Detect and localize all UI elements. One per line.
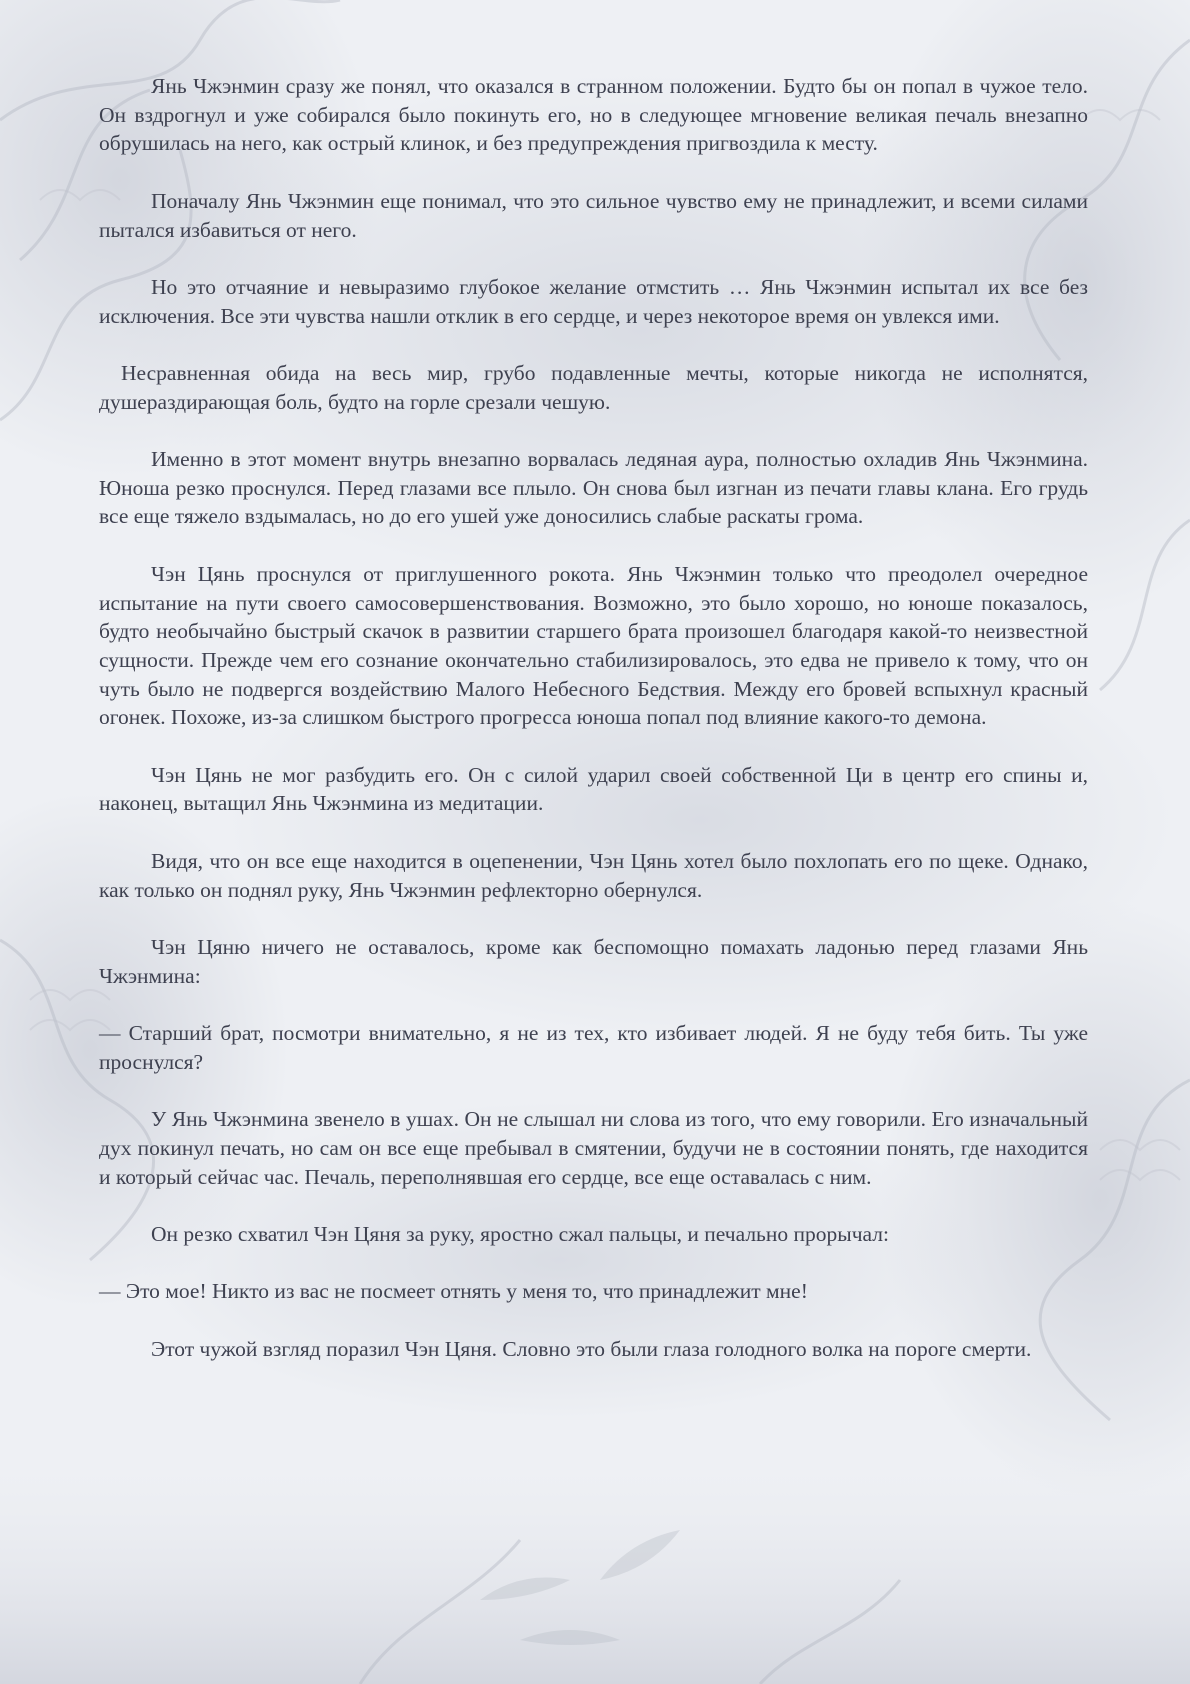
- paragraph-4: Несравненная обида на весь мир, грубо подавленные мечты, которые никогда не исполнятся, душераздирающая боль, будто на горле срезали чешую.: [99, 360, 1088, 414]
- paragraph-9: Чэн Цяню ничего не оставалось, кроме как беспомощно помахать ладонью перед глазами Янь Чжэнмина:: [99, 934, 1088, 988]
- paragraph-6: Чэн Цянь проснулся от приглушенного рокота. Янь Чжэнмин только что преодолел очередное испытание на пути своего самосовершенствования. Возможно, это было хорошо, но юноше показалось, будто необычайно быстрый скачок в развитии старшего брата произошел благодаря какой-то неизвестной сущности. Прежде чем его сознание окончательно стабилизировалось, это едва не привело к тому, что он чуть было не подвергся воздействию Малого Небесного Бедствия. Между его бровей вспыхнул красный огонек. Похоже, из-за слишком быстрого прогресса юноша попал под влияние какого-то демона.: [99, 561, 1088, 730]
- paragraph-1: Янь Чжэнмин сразу же понял, что оказался в странном положении. Будто бы он попал в чужое тело. Он вздрогнул и уже собирался было покинуть его, но в следующее мгновение великая печаль внезапно обрушилась на него, как острый клинок, и без предупреждения пригвоздила к месту.: [99, 74, 1088, 156]
- paragraph-7: Чэн Цянь не мог разбудить его. Он с силой ударил своей собственной Ци в центр его спины и, наконец, вытащил Янь Чжэнмина из медитации.: [99, 762, 1088, 816]
- dialogue-line-2: — Это мое! Никто из вас не посмеет отнять у меня то, что принадлежит мне!: [99, 1279, 808, 1304]
- paragraph-14: Этот чужой взгляд поразил Чэн Цяня. Словно это были глаза голодного волка на пороге смерти.: [151, 1336, 1032, 1361]
- paragraph-2: Поначалу Янь Чжэнмин еще понимал, что это сильное чувство ему не принадлежит, и всеми силами пытался избавиться от него.: [99, 188, 1088, 242]
- paragraph-5: Именно в этот момент внутрь внезапно ворвалась ледяная аура, полностью охладив Янь Чжэнмина. Юноша резко проснулся. Перед глазами все плыло. Он снова был изгнан из печати главы клана. Его грудь все еще тяжело вздымалась, но до его ушей уже доносились слабые раскаты грома.: [99, 447, 1088, 529]
- paragraph-12: Он резко схватил Чэн Цяня за руку, яростно сжал пальцы, и печально прорычал:: [151, 1221, 889, 1246]
- paragraph-8: Видя, что он все еще находится в оцепенении, Чэн Цянь хотел было похлопать его по щеке. Однако, как только он поднял руку, Янь Чжэнмин рефлекторно обернулся.: [99, 848, 1088, 902]
- paragraph-3: Но это отчаяние и невыразимо глубокое желание отмстить … Янь Чжэнмин испытал их все без исключения. Все эти чувства нашли отклик в его сердце, и через некоторое время он увлекся ими.: [99, 274, 1088, 328]
- paragraph-11: У Янь Чжэнмина звенело в ушах. Он не слышал ни слова из того, что ему говорили. Его изначальный дух покинул печать, но сам он все еще пребывал в смятении, будучи не в состоянии понять, где находится и который сейчас час. Печаль, переполнявшая его сердце, все еще оставалась с ним.: [99, 1107, 1088, 1189]
- dialogue-line-1: — Старший брат, посмотри внимательно, я не из тех, кто избивает людей. Я не буду тебя бить. Ты уже проснулся?: [99, 1021, 1088, 1074]
- document-body: [99, 72, 1088, 1392]
